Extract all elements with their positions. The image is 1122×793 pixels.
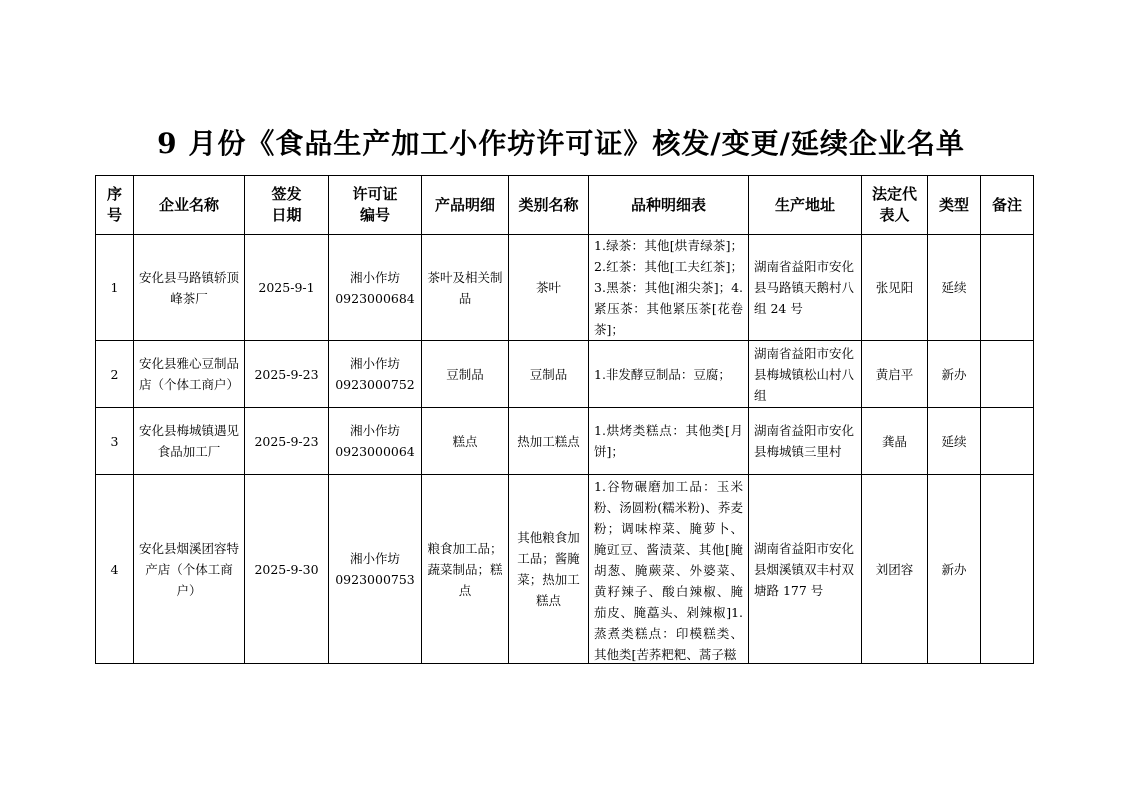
- license-table: [95, 175, 1034, 664]
- cell-varieties: 1.绿茶：其他[烘青绿茶]；2.红茶：其他[工夫红茶]；3.黑茶：其他[湘尖茶]；4.紧压茶：其他紧压茶[花卷茶]；: [589, 235, 749, 341]
- cell-rep: 龚晶: [862, 408, 928, 475]
- col-header-varieties: 品种明细表: [589, 176, 749, 235]
- cell-product: 豆制品: [422, 341, 509, 408]
- col-header-company: 企业名称: [134, 176, 245, 235]
- col-header-license: 许可证编号: [329, 176, 422, 235]
- col-header-category: 类别名称: [509, 176, 589, 235]
- table-row: [96, 475, 1034, 664]
- col-header-type: 类型: [928, 176, 981, 235]
- cell-company: 安化县雅心豆制品店（个体工商户）: [134, 341, 245, 408]
- cell-date: 2025-9-1: [245, 235, 329, 341]
- col-header-remark: 备注: [981, 176, 1034, 235]
- license-prefix: 湘小作坊: [349, 356, 400, 371]
- table-row: [96, 408, 1034, 475]
- cell-varieties: 1.烘烤类糕点：其他类[月饼]；: [589, 408, 749, 475]
- cell-license: [329, 235, 422, 341]
- license-prefix: 湘小作坊: [349, 423, 400, 438]
- col-header-product: 产品明细: [422, 176, 509, 235]
- cell-varieties: [589, 475, 749, 664]
- cell-category: 其他粮食加工品；酱腌菜；热加工糕点: [509, 475, 589, 664]
- cell-category: 豆制品: [509, 341, 589, 408]
- varieties-text: 1.谷物碾磨加工品：玉米粉、汤圆粉(糯米粉)、荞麦粉；调味榨菜、腌萝卜、腌豇豆、酱渍菜、其他[腌胡葱、腌蕨菜、外婆菜、黄籽辣子、酸白辣椒、腌茄皮、腌藠头、剁辣椒]1.蒸煮类糕点：印模糕类、其他类[苦荞粑粑、蒿子糍: [594, 479, 743, 662]
- cell-rep: 刘团容: [862, 475, 928, 664]
- cell-remark: [981, 341, 1034, 408]
- cell-type: 延续: [928, 235, 981, 341]
- cell-license: [329, 341, 422, 408]
- cell-seq: 4: [96, 475, 134, 664]
- cell-type: 新办: [928, 341, 981, 408]
- license-prefix: 湘小作坊: [349, 269, 400, 285]
- page-title: 9 月份《食品生产加工小作坊许可证》核发/变更/延续企业名单: [157, 127, 965, 160]
- license-number: 0923000064: [335, 444, 415, 459]
- cell-type: 新办: [928, 475, 981, 664]
- license-prefix: 湘小作坊: [349, 551, 400, 566]
- col-header-seq: 序号: [96, 176, 134, 235]
- cell-remark: [981, 408, 1034, 475]
- table-header-row: [96, 176, 1034, 235]
- cell-company: 安化县马路镇轿顶峰茶厂: [134, 235, 245, 341]
- cell-address: 湖南省益阳市安化县梅城镇三里村: [749, 408, 862, 475]
- cell-remark: [981, 475, 1034, 664]
- cell-type: 延续: [928, 408, 981, 475]
- cell-license: [329, 408, 422, 475]
- cell-category: 热加工糕点: [509, 408, 589, 475]
- cell-product: 茶叶及相关制品: [422, 235, 509, 341]
- cell-seq: 1: [96, 235, 134, 341]
- cell-varieties: 1.非发酵豆制品：豆腐；: [589, 341, 749, 408]
- license-number: 0923000752: [335, 377, 415, 392]
- col-header-date: 签发日期: [245, 176, 329, 235]
- cell-seq: 3: [96, 408, 134, 475]
- cell-date: 2025-9-30: [245, 475, 329, 664]
- table-row: [96, 341, 1034, 408]
- cell-product: 糕点: [422, 408, 509, 475]
- cell-seq: 2: [96, 341, 134, 408]
- cell-address: 湖南省益阳市安化县烟溪镇双丰村双塘路 177 号: [749, 475, 862, 664]
- col-header-rep: 法定代表人: [862, 176, 928, 235]
- license-number: 0923000753: [335, 572, 415, 587]
- cell-company: 安化县烟溪团容特产店（个体工商户）: [134, 475, 245, 664]
- license-number: 0923000684: [335, 290, 415, 306]
- cell-address: 湖南省益阳市安化县梅城镇松山村八组: [749, 341, 862, 408]
- cell-category: 茶叶: [509, 235, 589, 341]
- cell-address: 湖南省益阳市安化县马路镇天鹅村八组 24 号: [749, 235, 862, 341]
- cell-rep: 黄启平: [862, 341, 928, 408]
- cell-remark: [981, 235, 1034, 341]
- cell-date: 2025-9-23: [245, 341, 329, 408]
- cell-rep: 张见阳: [862, 235, 928, 341]
- table-row: [96, 235, 1034, 341]
- cell-date: 2025-9-23: [245, 408, 329, 475]
- cell-product: 粮食加工品；蔬菜制品；糕点: [422, 475, 509, 664]
- col-header-address: 生产地址: [749, 176, 862, 235]
- cell-license: [329, 475, 422, 664]
- cell-company: 安化县梅城镇遇见食品加工厂: [134, 408, 245, 475]
